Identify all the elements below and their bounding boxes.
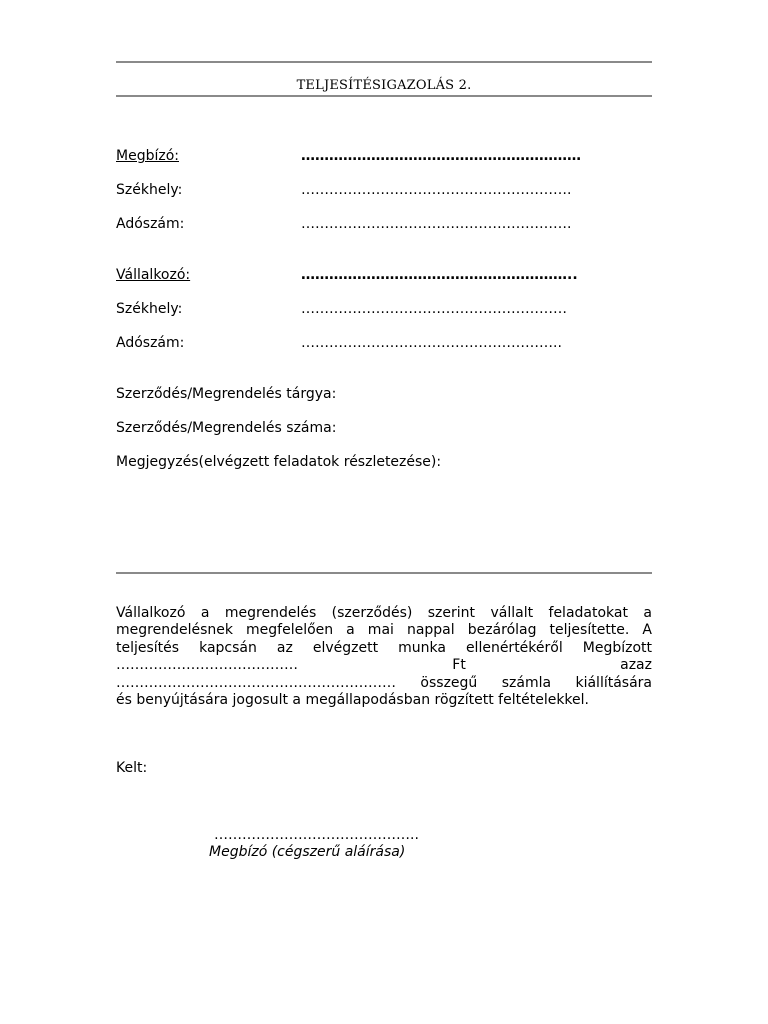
- client-label: Megbízó:: [116, 148, 179, 164]
- client-seat-dots: ………………………………………………….: [301, 182, 572, 198]
- signature-caption: Megbízó (cégszerű aláírása): [209, 844, 406, 860]
- contractor-tax-dots: ………………………………………………..: [301, 335, 562, 351]
- client-tax-label: Adószám:: [116, 216, 185, 232]
- paragraph-line: …………………………………………………… összegű számla kiállítására: [116, 674, 652, 691]
- client-seat-label: Székhely:: [116, 182, 183, 198]
- signature-line: ……………………………………..: [214, 827, 419, 843]
- contractor-name-dots: …………………………………………………..: [301, 267, 578, 283]
- contract-note-label: Megjegyzés(elvégzett feladatok részletezése):: [116, 454, 442, 470]
- contractor-label: Vállalkozó:: [116, 267, 191, 283]
- paragraph-line: teljesítés kapcsán az elvégzett munka ellenértékéről Megbízott: [116, 639, 652, 656]
- paragraph-line: és benyújtására jogosult a megállapodásban rögzített feltételekkel.: [116, 692, 589, 709]
- paragraph-line: megrendelésnek megfelelően a mai nappal bezárólag teljesítette. A: [116, 622, 652, 639]
- title-underline-rule: [116, 95, 652, 97]
- contractor-tax-label: Adószám:: [116, 335, 185, 351]
- contractor-seat-dots: …………………………………………………: [301, 301, 567, 317]
- top-rule: [116, 61, 652, 63]
- date-label: Kelt:: [116, 760, 148, 776]
- client-tax-dots: ………………………………………………….: [301, 216, 572, 232]
- contractor-seat-label: Székhely:: [116, 301, 183, 317]
- certification-paragraph: [116, 605, 652, 709]
- client-name-dots: ……………………………………………………: [301, 148, 581, 164]
- contract-subject-label: Szerződés/Megrendelés tárgya:: [116, 386, 337, 402]
- paragraph-line: ………………………………… Ft azaz: [116, 657, 652, 674]
- paragraph-line: Vállalkozó a megrendelés (szerződés) szerint vállalt feladatokat a: [116, 605, 652, 621]
- section-divider: [116, 572, 652, 574]
- contract-number-label: Szerződés/Megrendelés száma:: [116, 420, 337, 436]
- document-title: TELJESÍTÉSIGAZOLÁS 2.: [296, 78, 472, 93]
